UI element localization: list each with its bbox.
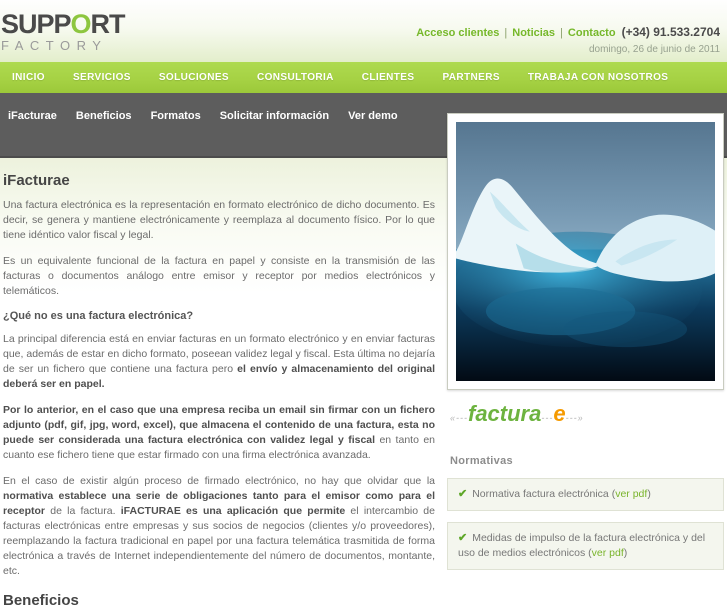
article-column — [0, 172, 437, 609]
subnav-item-solicitar-informacion[interactable]: Solicitar información — [219, 110, 330, 122]
paren: ( — [588, 547, 592, 559]
facturae-word: factura — [468, 401, 542, 426]
normativa-text: Medidas de impulso de la factura electrónica y del uso de medios electrónicos — [458, 532, 706, 559]
facturae-e: e — [553, 401, 566, 426]
ver-pdf-link[interactable]: ver pdf — [591, 547, 624, 559]
iceberg-illustration — [456, 122, 715, 381]
logo-deco-right: ---» — [565, 413, 584, 423]
nav-item-trabaja-con-nosotros[interactable]: TRABAJA CON NOSOTROS — [527, 72, 669, 83]
nav-item-soluciones[interactable]: SOLUCIONES — [158, 72, 229, 83]
nav-item-consultoria[interactable]: CONSULTORIA — [256, 72, 334, 83]
paragraph: La principal diferencia está en enviar facturas en un formato electrónico y en enviar facturas que, además de estar en dicho formato, poseean validez legal y fiscal. Esta última no dejaría de ser un fichero que contiene una factura pero el envío y almacenamiento del original deberá ser en papel. — [3, 333, 435, 390]
main-navigation — [0, 62, 727, 93]
subnav-item-beneficios[interactable]: Beneficios — [75, 110, 132, 122]
logo-o: O — [70, 9, 91, 39]
normativa-item — [447, 478, 724, 511]
current-date: domingo, 26 de junio de 2011 — [588, 44, 720, 55]
facturae-logo[interactable] — [450, 399, 724, 433]
nav-item-clientes[interactable]: CLIENTES — [361, 72, 415, 83]
contacto-link[interactable]: Contacto — [567, 27, 616, 39]
sidebar — [447, 113, 724, 570]
nav-item-servicios[interactable]: SERVICIOS — [72, 72, 131, 83]
paragraph: En el caso de existir algún proceso de firmado electrónico, no hay que olvidar que la normativa establece una serie de obligaciones tanto para el emisor como para el receptor de la factura. iFACTURAE es una aplicación que permite el intercambio de facturas electrónicas entre empresas y sus socios de negocios (clientes y/o proveedores), reemplazando la factura tradicional en papel por una factura telemática trasmitida de forma electrónica a través de Internet independientemente del número de documentos, montante, etc. — [3, 475, 435, 577]
checkmark-icon: ✔ — [458, 532, 468, 544]
normativa-item — [447, 522, 724, 570]
logo-deco-left: «--- — [450, 413, 468, 423]
subnav-item-formatos[interactable]: Formatos — [150, 110, 201, 122]
header — [0, 0, 727, 62]
checkmark-icon: ✔ — [458, 488, 468, 500]
paragraph: Una factura electrónica es la representación en formato electrónico de dicho documento. Es decir, se genera y mantiene electrónicamente y reemplaza al documento físico. Por lo que tiene idéntico valor fiscal y legal. — [3, 199, 435, 241]
paragraph: Es un equivalente funcional de la factura en papel y consiste en la transmisión de las facturas o documentos análogo entre emisor y receptor por medios electrónicos y telemáticos. — [3, 255, 435, 297]
logo-part: RT — [90, 9, 125, 39]
paragraph: Por lo anterior, en el caso que una empresa reciba un email sin firmar con un fichero adjunto (pdf, gif, jpg, word, excel), que almacena el contenido de una factura, esta no puede ser considerada una factura electrónica con validez legal y fiscal en tanto en cuanto ese fichero tiene que estar firmado con una firma electrónica avanzada. — [3, 404, 436, 461]
header-links — [416, 25, 720, 39]
support-factory-logo[interactable] — [1, 11, 125, 52]
page-title: iFacturae — [3, 172, 70, 189]
separator: | — [504, 27, 508, 39]
logo-wordmark — [1, 11, 125, 38]
normativa-text: Normativa factura electrónica — [472, 488, 612, 500]
paren: ( — [611, 488, 616, 500]
acceso-clientes-link[interactable]: Acceso clientes — [416, 27, 500, 39]
paren: ) — [647, 488, 651, 500]
nav-item-partners[interactable]: PARTNERS — [442, 72, 500, 83]
separator: | — [560, 27, 563, 39]
logo-dash: --- — [541, 413, 554, 423]
beneficios-heading: Beneficios — [3, 592, 79, 609]
logo-subtitle: FACTORY — [1, 38, 108, 53]
section-subheading: ¿Qué no es una factura electrónica? — [3, 310, 194, 322]
paren: ) — [623, 547, 628, 559]
normativas-heading: Normativas — [450, 455, 513, 467]
subnav-item-ifacturae[interactable]: iFacturae — [8, 110, 57, 122]
subnav-item-ver-demo[interactable]: Ver demo — [348, 110, 398, 122]
noticias-link[interactable]: Noticias — [512, 27, 556, 39]
nav-item-inicio[interactable]: INICIO — [12, 72, 45, 83]
phone-number: (+34) 91.533.2704 — [621, 25, 720, 39]
logo-part: SUPP — [1, 9, 71, 39]
iceberg-photo — [447, 113, 724, 390]
ver-pdf-link[interactable]: ver pdf — [615, 488, 648, 500]
